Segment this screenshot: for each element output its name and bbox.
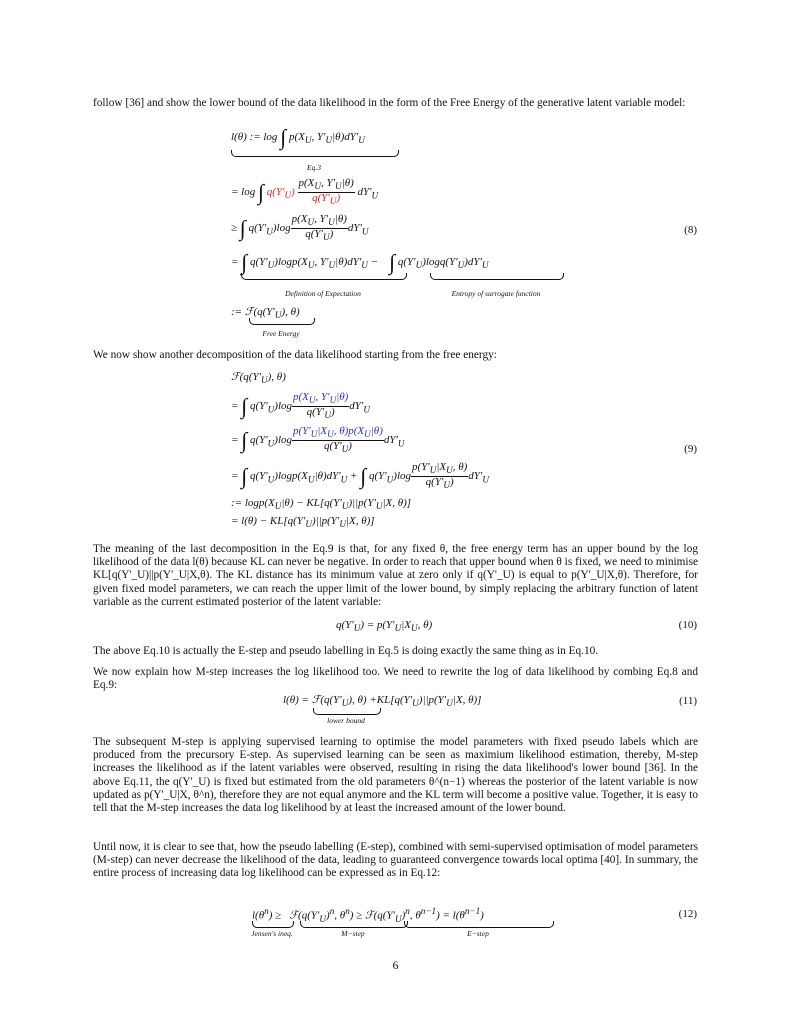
eq11-number: (11): [679, 695, 697, 707]
eq10-number: (10): [678, 619, 697, 631]
paragraph-e-step: The above Eq.10 is actually the E-step and pseudo labelling in Eq.5 is doing exactly the same thing as in Eq.10.: [93, 645, 599, 657]
eq12-brace-m-label: M−step: [341, 929, 365, 938]
eq8-brace-entropy: [430, 273, 564, 280]
eq9-line1: $ℱ(q(Y'_U)$, θ): [231, 371, 286, 386]
eq12-brace-m: [300, 921, 408, 928]
paragraph-summary: Until now, it is clear to see that, how the pseudo labelling (E-step), combined with semi-supervised optimisation of model parameters (M-step) can never decrease the likelihood of the data, leading to guaranteed convergence towards local optima [40]. In summary, the entire process of increasing data log likelihood can be expressed as in Eq.12:: [93, 841, 698, 880]
eq12-brace-jensen: [252, 921, 294, 928]
eq8-brace-entropy-label: Entropy of surrogate function: [451, 289, 541, 298]
eq9-line4: = ∫ $q(Y'_U)\log p(X_U|\theta)dY'_U$ + ∫ $q(Y'_U)\log$ $\frac{p(Y'_U|X_U, \theta)}{q(Y'_U)}$ $dY'_U$: [231, 461, 489, 491]
paragraph-decomposition-meaning: The meaning of the last decomposition in the Eq.9 is that, for any fixed θ, the free energy term has an upper bound by the log likelihood of the data l(θ) because KL can never be negative. In order to reach that upper bound when θ is fixed, we need to minimise KL[q(Y'_U)||p(Y'_U|X,θ). The KL distance has its minimum value at zero only if q(Y'_U) is equal to p(Y'_U|X,θ). Therefore, for given fixed model parameters, we can reach the upper limit of the lower bound, by simply replacing the arbitrary function of latent variable as the current estimated posterior of the latent variable:: [93, 543, 698, 608]
eq12-brace-jensen-label: Jensen's ineq.: [251, 929, 293, 938]
intro-paragraph: follow [36] and show the lower bound of the data likelihood in the form of the Free Energy of the generative latent variable model:: [93, 97, 686, 109]
eq9-line3: = ∫ $q(Y'_U)\log$ $\frac{p(Y'_U|X_U, \theta)p(X_U|\theta)}{q(Y'_U)}$ $dY'_U$: [231, 425, 405, 455]
eq11-brace-label: lower bound: [327, 716, 365, 725]
eq8-brace1: [231, 150, 399, 157]
eq12-number: (12): [678, 908, 697, 920]
page-number: 6: [392, 960, 399, 972]
eq9-line2: = ∫ $q(Y'_U)\log$ $\frac{p(X_U, Y'_U|\theta)}{q(Y'_U)}$ $dY'_U$: [231, 391, 370, 421]
eq8-brace-fe-label: Free Energy: [262, 329, 300, 338]
eq8-line2: = log ∫ $q(Y'_U)$ $\frac{p(X_U, Y'_U|\theta)}{q(Y'_U)}$ $dY'_U$: [231, 177, 379, 207]
eq8-line1: l(θ) := log ∫ $p(X_U$, $Y'_U|\theta)dY'_U$: [231, 124, 365, 150]
eq9-line6: = $l(\theta) - KL[q(Y'_U)||p(Y'_U|X$, θ)]: [231, 515, 375, 530]
eq8-line3: ≥ ∫ $q(Y'_U)\log$ $\frac{p(X_U, Y'_U|\theta)}{q(Y'_U)}$ $dY'_U$: [231, 213, 369, 243]
eq8-line4: = ∫ $q(Y'_U)\log p(X_U$, $Y'_U|\theta)dY'_U$ − ∫ $q(Y'_U)\log q(Y'_U)dY'_U$: [231, 249, 489, 275]
eq11-expression: $l(\theta) = ℱ(q(Y'_U)$, $\theta) +KL[q(Y'_U)||p(Y'_U|X$, θ)]: [283, 694, 482, 709]
paragraph-free-energy: We now show another decomposition of the data likelihood starting from the free energy:: [93, 349, 497, 361]
paragraph-m-step: The subsequent M-step is applying supervised learning to optimise the model parameters with fixed pseudo labels which are produced from the precursory E-step. As supervised learning can be seen as maximium likelihood estimation, thereby, M-step increases the likelihood as if the latent variables were observed, resulting in rising the data likelihood's lower bound [36]. In the above Eq.11, the q(Y'_U) is fixed but estimated from the old parameters θ^(n−1) whereas the posterior of the latent variable is now updated as p(Y'_U|X, θ^n), therefore they are not equal anymore and the KL term will become a positive value. Together, it is easy to tell that the M-step increases the data log likelihood by at least the increased amount of the lower bound.: [93, 736, 698, 815]
eq8-brace1-label: Eq.3: [307, 163, 321, 172]
eq11-brace: [313, 708, 381, 715]
eq8-line5: := $ℱ(q(Y'_U)$, θ): [231, 306, 300, 321]
paragraph-m-step-intro: We now explain how M-step increases the log likelihood too. We need to rewrite the log of data likelihood by combing Eq.8 and Eq.9:: [93, 666, 698, 692]
eq8-brace-def-label: Definition of Expectation: [285, 289, 361, 298]
eq12-brace-e: [404, 921, 554, 928]
eq9-line5: := $\log p(X_U|\theta) - KL[q(Y'_U)||p(Y'_U|X$, θ)]: [231, 497, 412, 512]
eq12-expression: $l(\theta^n)$ ≥ $ℱ(q(Y'_U)^n$, $\theta^n$) ≥ $ℱ(q(Y'_U)^n$, $\theta^{n-1}) = l(\theta^{n-1})$: [252, 906, 484, 924]
eq9-number: (9): [684, 443, 697, 455]
eq8-brace-def: [241, 273, 407, 280]
eq12-brace-e-label: E−step: [467, 929, 489, 938]
eq8-brace-fe: [249, 318, 315, 325]
eq10-expression: $q(Y'_U) = p(Y'_U|X_U$, θ): [336, 619, 433, 634]
eq8-number: (8): [684, 224, 697, 236]
